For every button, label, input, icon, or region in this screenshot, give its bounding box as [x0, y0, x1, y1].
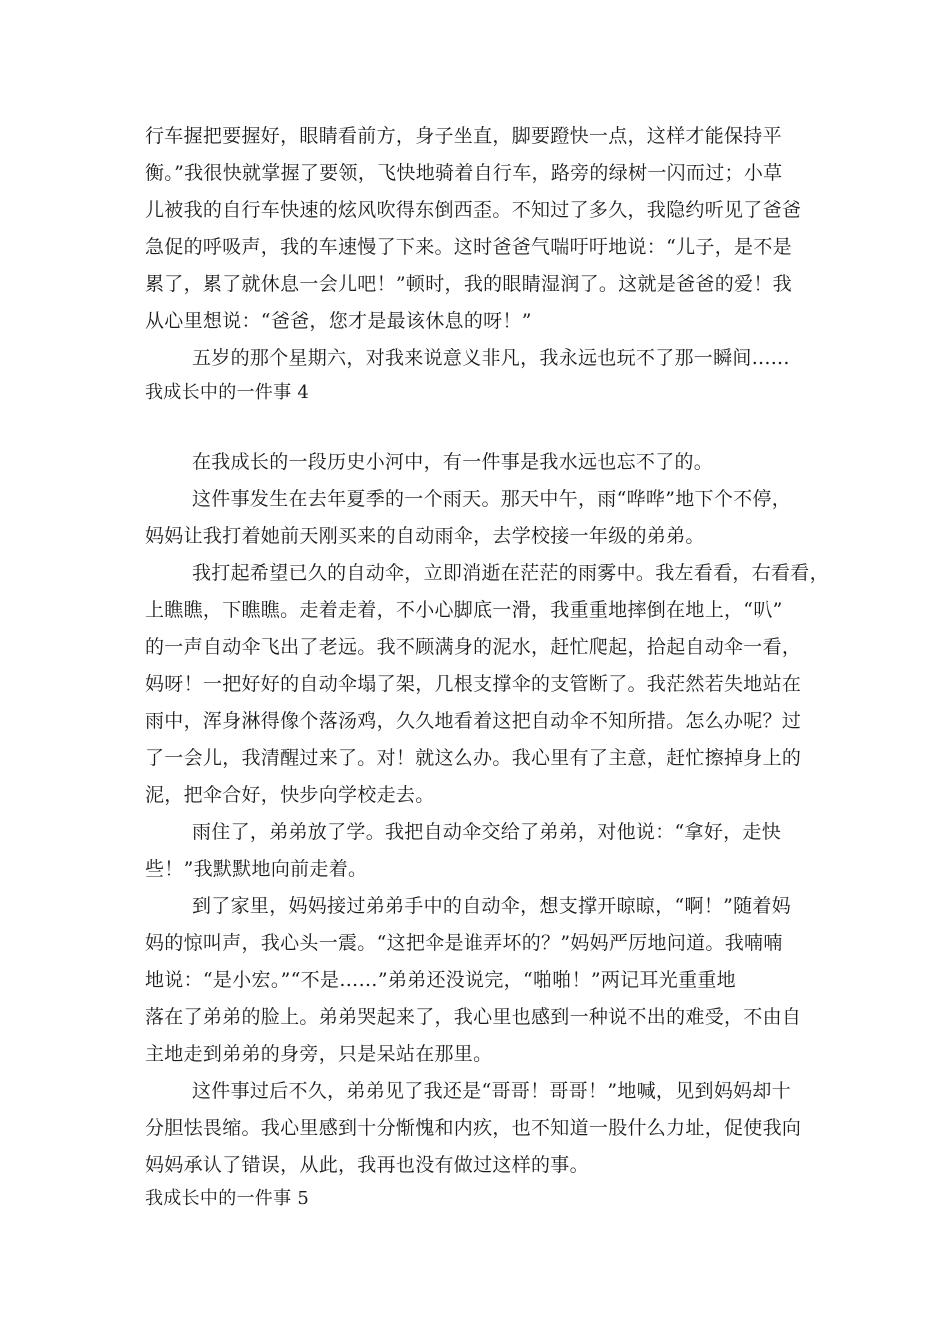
- paragraph-line: 急促的呼吸声，我的车速慢了下来。这时爸爸气喘吁吁地说：“儿子，是不是: [145, 236, 792, 258]
- paragraph-line: 些！”我默默地向前走着。: [145, 858, 368, 880]
- paragraph-line: 衡。”我很快就掌握了要领，飞快地骑着自行车，路旁的绿树一闪而过；小草: [145, 162, 783, 184]
- paragraph-line: 妈的惊叫声，我心头一震。“这把伞是谁弄坏的？”妈妈严厉地问道。我喃喃: [145, 932, 783, 954]
- paragraph-line: 儿被我的自行车快速的炫风吹得东倒西歪。不知过了多久，我隐约听见了爸爸: [145, 199, 802, 221]
- section-heading: 我成长中的一件事 4: [145, 382, 310, 403]
- paragraph-line: 妈妈让我打着她前天刚买来的自动雨伞，去学校接一年级的弟弟。: [145, 525, 705, 547]
- paragraph-line: 雨中，浑身淋得像个落汤鸡，久久地看着这把自动伞不知所措。怎么办呢？过: [145, 710, 802, 732]
- paragraph-line: 分胆怯畏缩。我心里感到十分惭愧和内疚，也不知道一股什么力址，促使我向: [145, 1117, 802, 1139]
- paragraph-line: 雨住了，弟弟放了学。我把自动伞交给了弟弟，对他说：“拿好，走快: [192, 821, 782, 843]
- paragraph-line: 主地走到弟弟的身旁，只是呆站在那里。: [145, 1043, 493, 1065]
- paragraph-line: 到了家里，妈妈接过弟弟手中的自动伞，想支撑开晾晾，“啊！”随着妈: [192, 895, 792, 917]
- paragraph-line: 从心里想说：“爸爸，您才是最该休息的呀！”: [145, 310, 532, 332]
- paragraph-line: 上瞧瞧，下瞧瞧。走着走着，不小心脚底一滑，我重重地摔倒在地上，“叭”: [145, 599, 783, 621]
- paragraph-line: 泥，把伞合好，快步向学校走去。: [145, 784, 435, 806]
- paragraph-line: 落在了弟弟的脸上。弟弟哭起来了，我心里也感到一种说不出的难受，不由自: [145, 1006, 802, 1028]
- paragraph-line: 妈妈承认了错误，从此，我再也没有做过这样的事。: [145, 1154, 589, 1176]
- paragraph-line: 了一会儿，我清醒过来了。对！就这么办。我心里有了主意，赶忙擦掉身上的: [145, 747, 802, 769]
- paragraph-line: 妈呀！一把好好的自动伞塌了架，几根支撑伞的支管断了。我茫然若失地站在: [145, 673, 802, 695]
- paragraph-line: 地说：“是小宏。”“不是……”弟弟还没说完，“啪啪！”两记耳光重重地: [145, 969, 736, 991]
- paragraph-line: 的一声自动伞飞出了老远。我不顾满身的泥水，赶忙爬起，拾起自动伞一看，: [145, 636, 802, 658]
- paragraph-line: 这件事发生在去年夏季的一个雨天。那天中午，雨“哗哗”地下个不停，: [192, 488, 792, 510]
- paragraph-line: 累了，累了就休息一会儿吧！”顿时，我的眼睛湿润了。这就是爸爸的爱！我: [145, 273, 792, 295]
- section-heading: 我成长中的一件事 5: [145, 1188, 310, 1209]
- paragraph-line: 在我成长的一段历史小河中，有一件事是我水远也忘不了的。: [192, 451, 714, 473]
- paragraph-line: 这件事过后不久，弟弟见了我还是“哥哥！哥哥！”地喊，见到妈妈却十: [192, 1080, 792, 1102]
- paragraph-line: 我打起希望已久的自动伞，立即消逝在茫茫的雨雾中。我左看看，右看看，: [192, 562, 829, 584]
- paragraph-line: 行车握把要握好，眼睛看前方，身子坐直，脚要蹬快一点，这样才能保持平: [145, 125, 782, 147]
- paragraph-line: 五岁的那个星期六，对我来说意义非凡，我永远也玩不了那一瞬间......: [192, 347, 790, 369]
